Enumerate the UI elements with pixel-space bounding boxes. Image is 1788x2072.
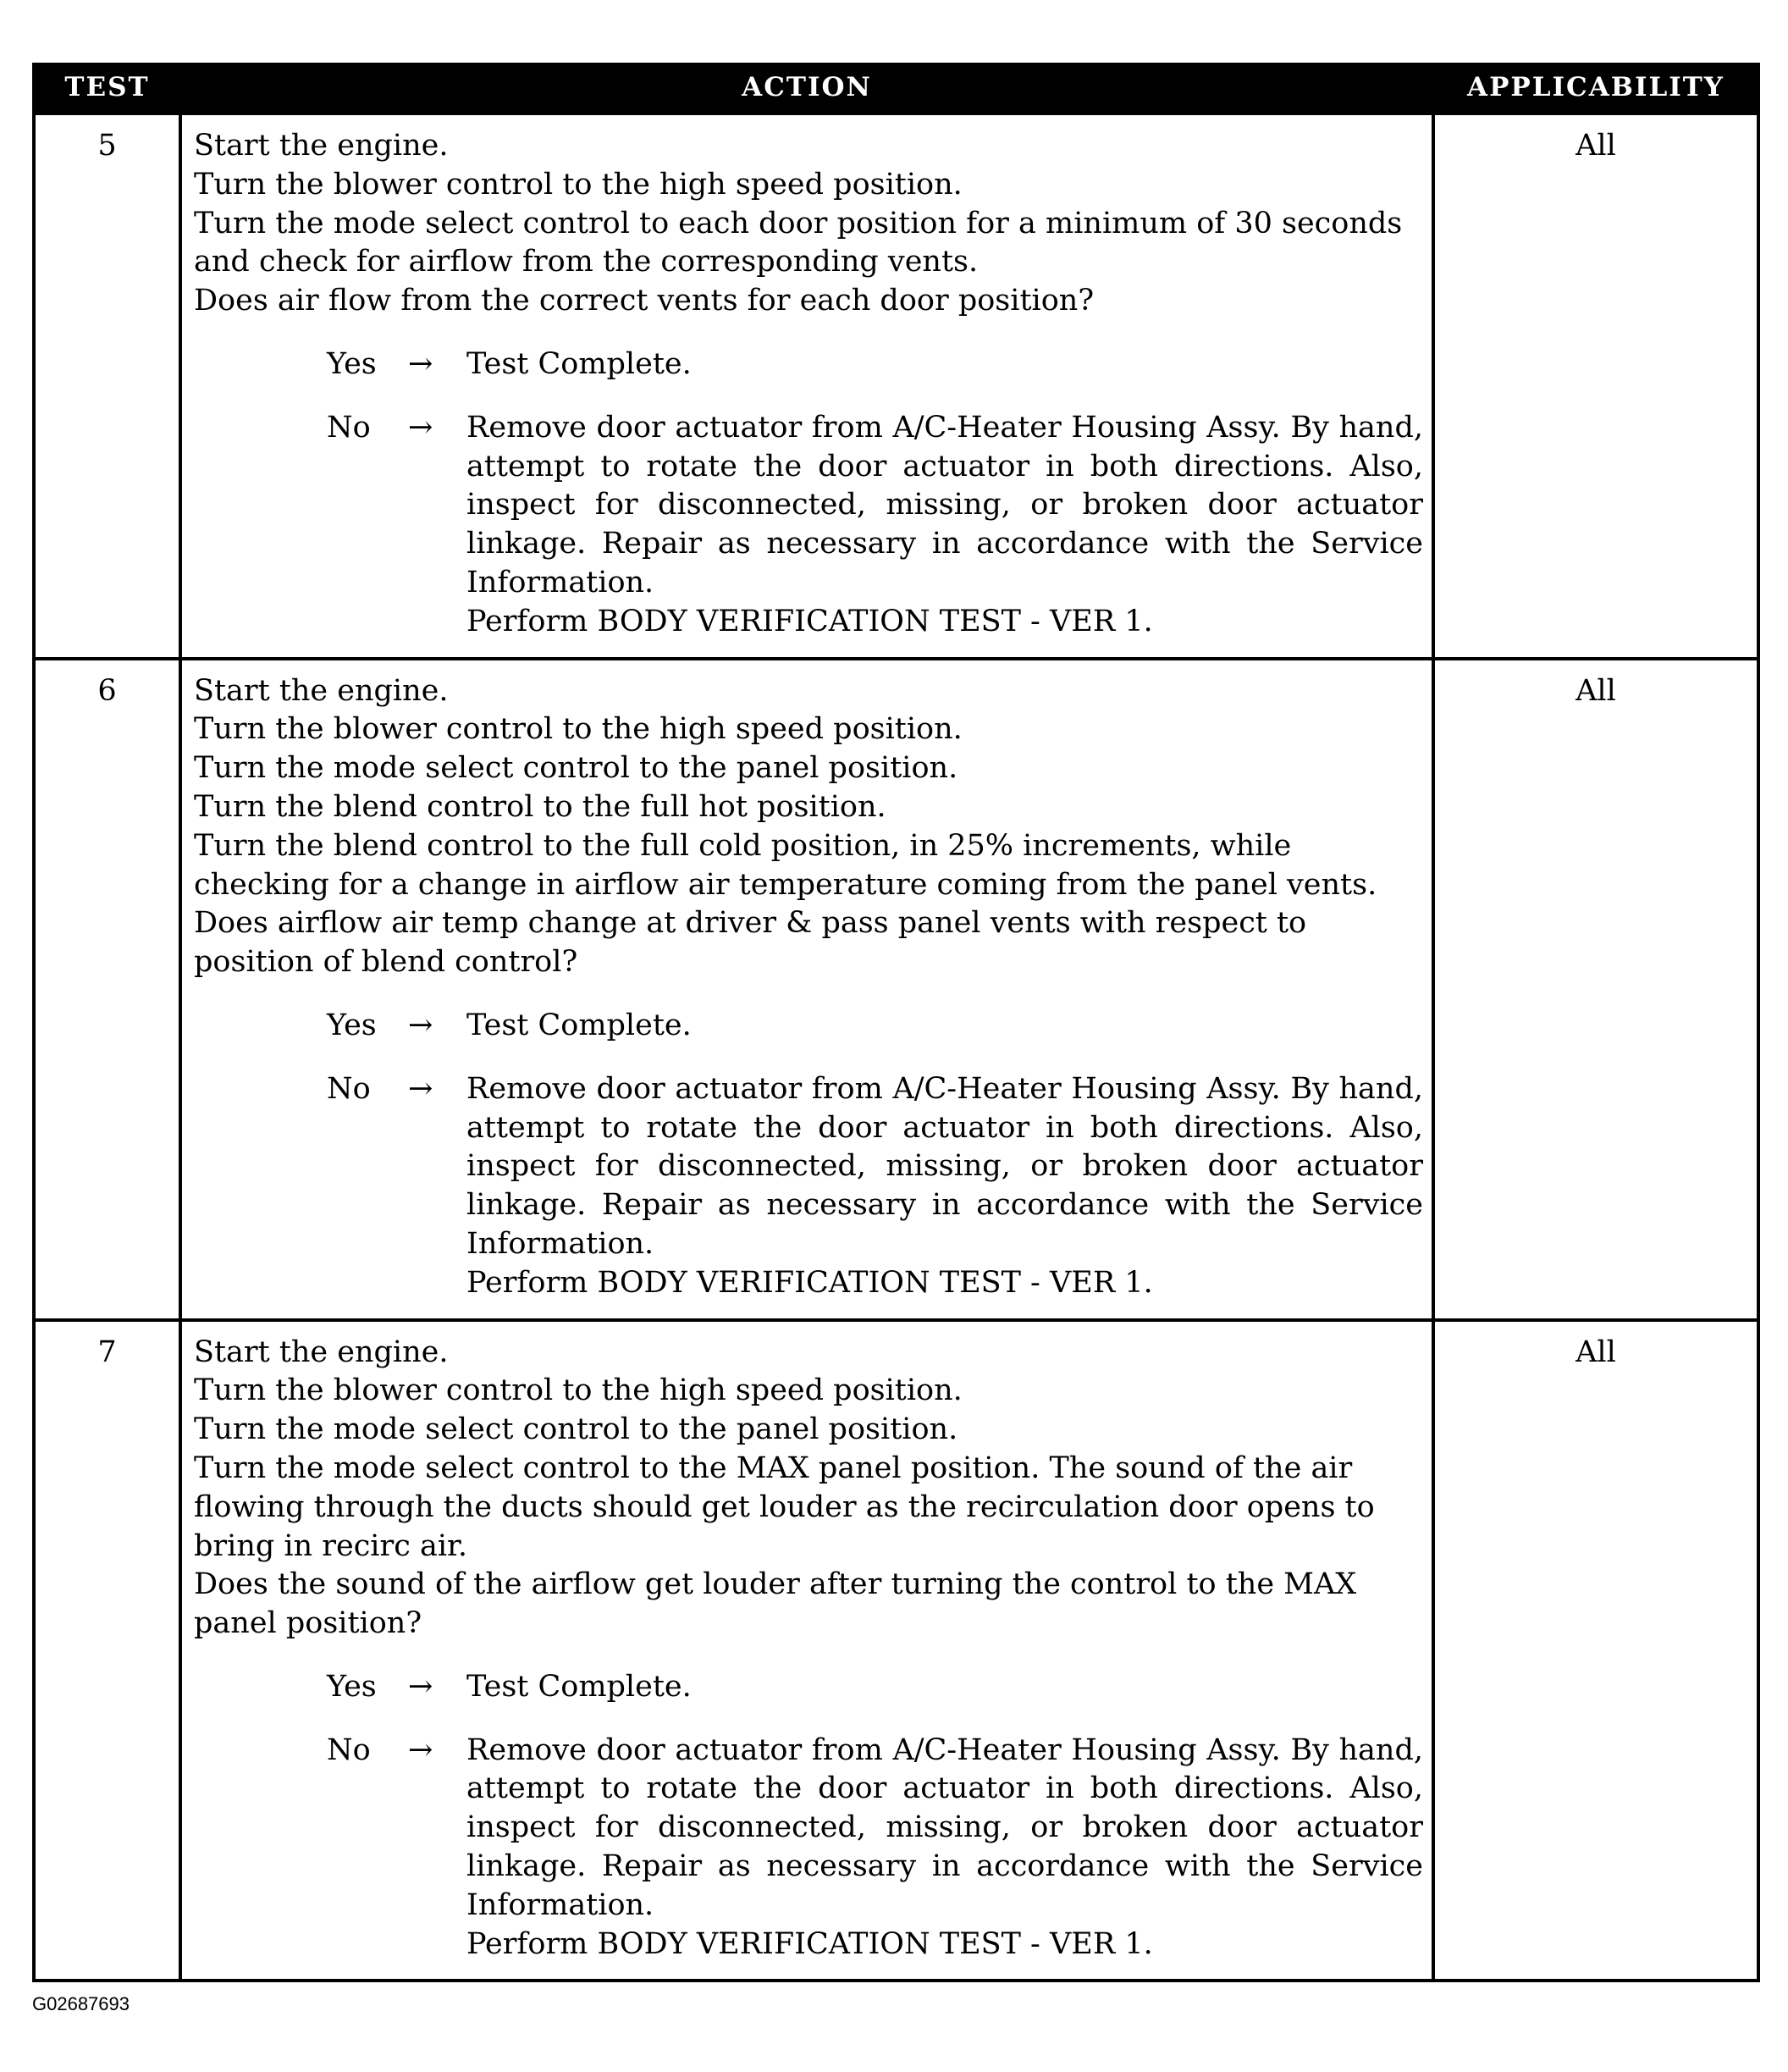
applicability-value: All [1433,1320,1758,1981]
figure-id: G02687693 [32,1993,130,2014]
table-row [34,1320,1758,1981]
action-cell [180,659,1433,1320]
action-cell [180,113,1433,659]
no-text: Remove door actuator from A/C-Heater Housing Assy. By hand, attempt to rotate the door actuator in both directions. Also, inspect for disconnected, missing, or broken door actuator linkage. Repair as necessary in accordance with the Service Information. [466,410,1423,599]
action-step: Does airflow air temp change at driver & pass panel vents with respect to position of blend control? [194,906,1307,980]
action-step: Does the sound of the airflow get louder after turning the control to the MAX panel position? [194,1567,1357,1641]
no-text: Remove door actuator from A/C-Heater Housing Assy. By hand, attempt to rotate the door actuator in both directions. Also, inspect for disconnected, missing, or broken door actuator linkage. Repair as necessary in accordance with the Service Information. [466,1071,1423,1261]
arrow-icon: → [408,1008,433,1042]
yes-text: Test Complete. [466,346,692,381]
arrow-icon: → [408,1732,433,1767]
no-outcome [194,1732,1423,1964]
action-step: Turn the blend control to the full cold position, in 25% increments, while checking for a change in airflow air temperature coming from the panel vents. [194,828,1377,902]
yes-label: Yes [327,346,377,381]
table-row [34,113,1758,659]
header-action: ACTION [180,63,1433,113]
applicability-value: All [1433,659,1758,1320]
action-step: Turn the mode select control to the MAX panel position. The sound of the air flowing through the ducts should get louder as the recirculation door opens to bring in recirc air. [194,1450,1375,1563]
no-followup: Perform BODY VERIFICATION TEST - VER 1. [466,604,1153,638]
action-step: Start the engine. [194,1334,449,1369]
action-step: Start the engine. [194,673,449,708]
table-header-row [34,63,1758,113]
action-cell [180,1320,1433,1981]
arrow-icon: → [408,346,433,381]
action-step: Turn the blower control to the high speed position. [194,167,963,202]
test-number: 7 [34,1320,180,1981]
header-test: TEST [34,63,180,113]
arrow-icon: → [408,1071,433,1106]
yes-outcome [194,345,1423,384]
action-step: Turn the mode select control to the panel position. [194,1412,958,1447]
no-followup: Perform BODY VERIFICATION TEST - VER 1. [466,1926,1153,1961]
yes-label: Yes [327,1008,377,1042]
action-step: Does air flow from the correct vents for each door position? [194,284,1095,318]
no-label: No [327,1732,371,1767]
no-outcome [194,1070,1423,1303]
action-step: Turn the blower control to the high speed position. [194,1373,963,1408]
applicability-value: All [1433,113,1758,659]
yes-text: Test Complete. [466,1008,692,1042]
no-text-block [466,409,1423,642]
no-text-block [466,1732,1423,1964]
table-row [34,659,1758,1320]
test-number: 5 [34,113,180,659]
no-text: Remove door actuator from A/C-Heater Housing Assy. By hand, attempt to rotate the door actuator in both directions. Also, inspect for disconnected, missing, or broken door actuator linkage. Repair as necessary in accordance with the Service Information. [466,1732,1423,1922]
action-step: Turn the blend control to the full hot position. [194,789,886,824]
no-text-block [466,1070,1423,1303]
yes-outcome [194,1007,1423,1046]
arrow-icon: → [408,1669,433,1704]
yes-text: Test Complete. [466,1669,692,1704]
diagnostic-test-table [32,63,1760,1982]
no-followup: Perform BODY VERIFICATION TEST - VER 1. [466,1265,1153,1300]
action-step: Turn the blower control to the high speed position. [194,712,963,747]
yes-outcome [194,1668,1423,1707]
test-number: 6 [34,659,180,1320]
action-step: Turn the mode select control to the panel position. [194,751,958,786]
header-applicability: APPLICABILITY [1433,63,1758,113]
no-outcome [194,409,1423,642]
no-label: No [327,1071,371,1106]
yes-label: Yes [327,1669,377,1704]
no-label: No [327,410,371,445]
action-step: Start the engine. [194,129,449,163]
action-step: Turn the mode select control to each door position for a minimum of 30 seconds and check for airflow from the corresponding vents. [194,206,1403,279]
arrow-icon: → [408,410,433,445]
